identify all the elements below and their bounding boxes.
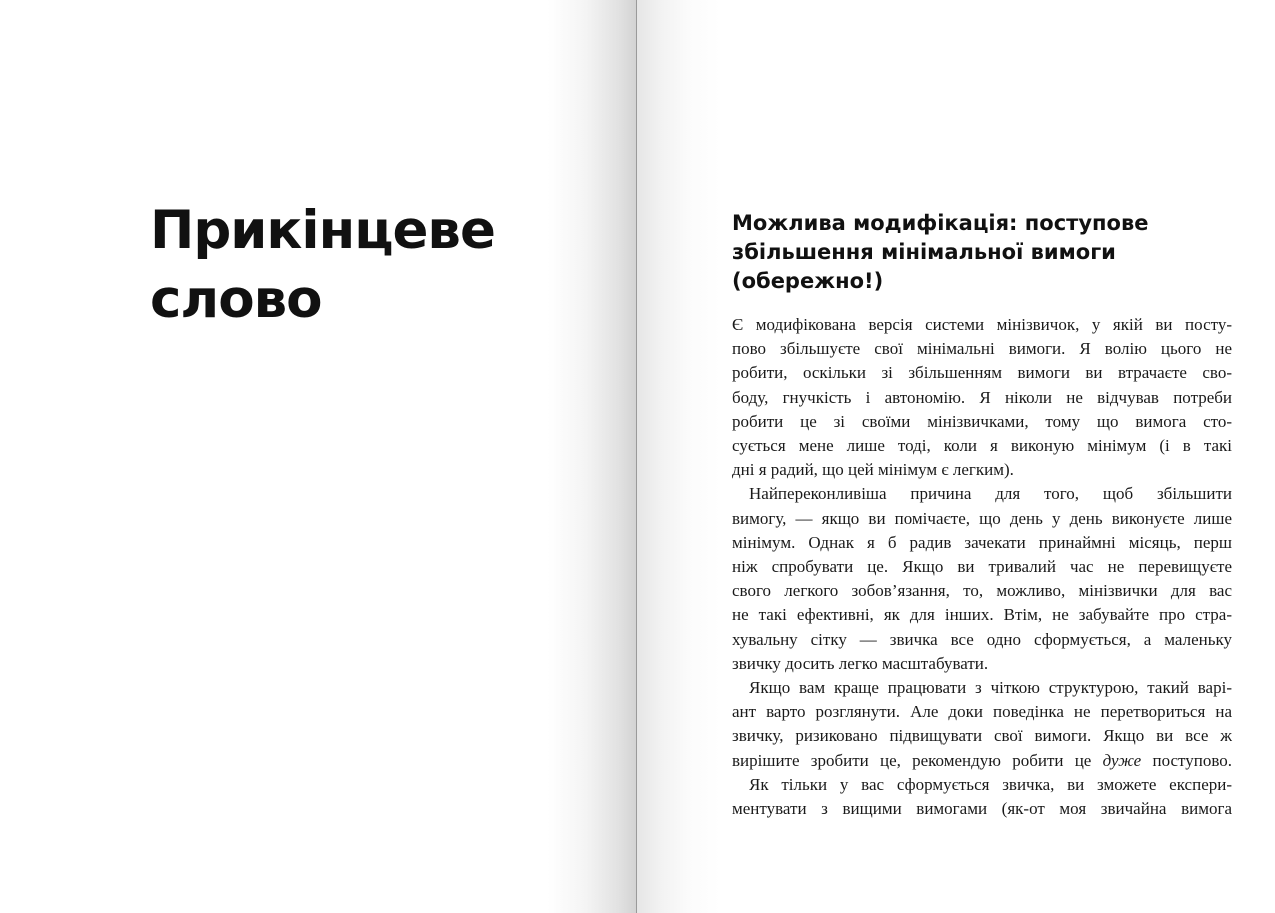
section-heading-line: Можлива модифікація: поступове [732,211,1149,235]
text-line [732,749,1232,773]
text-line: Найпереконливіша причина для того, щоб збільшити [749,484,1232,504]
text-line: свого легкого зобов’язання, то, можливо, мінізвички для вас [732,581,1232,601]
right-page [637,0,1275,913]
text-line: ментувати з вищими вимогами (як-от моя звичайна вимога [732,799,1232,819]
emphasis-word: дуже [1102,750,1142,770]
text-line: звичку досить легко масштабувати. [732,653,989,673]
text-line: Є модифікована версія системи мінізвичок, у якій ви посту- [732,315,1232,334]
text-line: боду, гнучкість і автономію. Я ніколи не відчував потреби [732,387,1232,407]
text-line: ніж спробувати це. Якщо ви тривалий час не перевищуєте [732,557,1232,577]
text-line: сується мене лише тоді, коли я виконую мінімум (і в такі [732,436,1232,456]
left-page [0,0,637,913]
chapter-title-line: слово [150,269,322,330]
text-line: звичку, ризиковано підвищувати свої вимоги. Якщо ви все ж [732,726,1232,746]
text-line: робити це зі своїми мінізвичками, тому що вимога сто- [732,411,1232,431]
paragraph-2 [732,482,1232,676]
text-line: мінімум. Однак я б радив зачекати принаймні місяць, перш [732,532,1232,552]
text-line: дні я радий, що цей мінімум є легким). [732,460,1014,480]
section-heading [732,209,1232,296]
paragraph-4 [732,773,1232,821]
text-line-start: вирішите зробити це, рекомендую робити це [732,750,1103,770]
section-heading-line: збільшення мінімальної вимоги [732,240,1116,264]
text-line: пово збільшуєте свої мінімальні вимоги. Я волію цього не [732,339,1232,359]
text-line: хувальну сітку — звичка все одно сформується, а маленьку [732,629,1232,649]
chapter-title-line: Прикінцеве [150,200,495,261]
text-line: Якщо вам краще працювати з чіткою структурою, такий варі- [749,678,1232,698]
section-heading-line: (обережно!) [732,269,884,293]
text-line: ант варто розглянути. Але доки поведінка не перетвориться на [732,702,1232,722]
body-text [732,313,1232,821]
text-line-end: поступово. [1141,750,1232,770]
text-line: вимогу, — якщо ви помічаєте, що день у день виконуєте лише [732,508,1232,528]
text-line: робити, оскільки зі збільшенням вимоги ви втрачаєте сво- [732,363,1232,383]
text-line: не такі ефективні, як для інших. Втім, не забувайте про стра- [732,605,1232,625]
chapter-title [150,196,495,334]
paragraph-1 [732,313,1232,482]
paragraph-3 [732,676,1232,773]
text-line: Як тільки у вас сформується звичка, ви зможете експери- [749,774,1232,794]
